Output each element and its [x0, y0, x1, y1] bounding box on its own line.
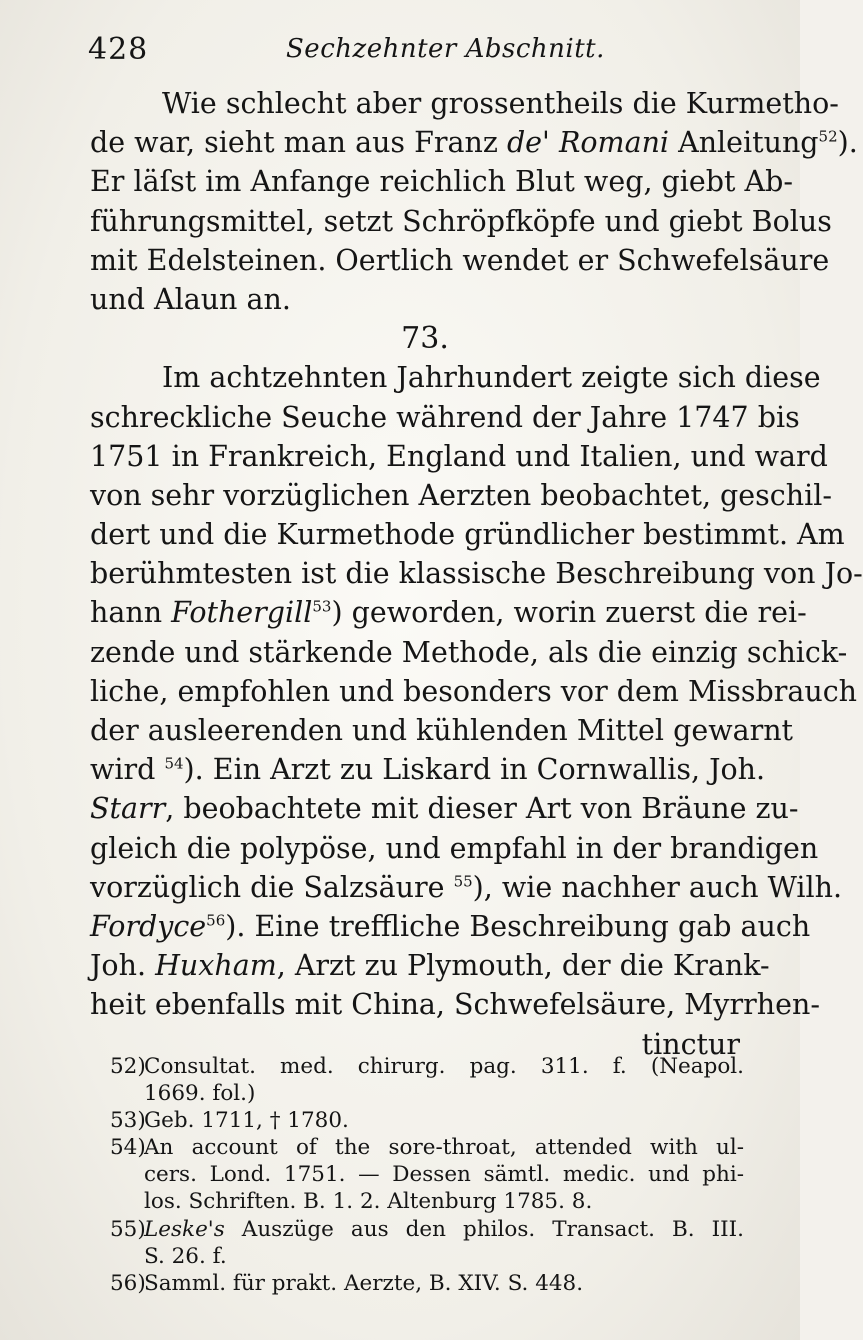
text-line: gleich die polypöse, und empfahl in der brandigen — [90, 831, 819, 865]
footnote-ref: 55 — [453, 872, 473, 891]
text-run: ). Ein Arzt zu Liskard in Cornwallis, Joh. — [183, 753, 766, 787]
text-line: 1751 in Frankreich, England und Italien, und ward — [90, 439, 828, 473]
footnote-53 — [110, 1107, 744, 1134]
text-run: ). — [837, 126, 858, 160]
text-line: und Alaun an. — [90, 282, 291, 316]
text-run: , beobachtete mit dieser Art von Bräune zu- — [165, 792, 799, 826]
text-line: schreckliche Seuche während der Jahre 1747 bis — [90, 400, 800, 434]
footnote-line: los. Schriften. B. 1. 2. Altenburg 1785. 8. — [144, 1189, 593, 1215]
author-name: de' Romani — [506, 126, 670, 160]
footnote-line: S. 26. f. — [144, 1243, 227, 1269]
footnote-line: cers. Lond. 1751. — Dessen sämtl. medic. und phi- — [144, 1162, 744, 1188]
text-line: von sehr vorzüglichen Aerzten beobachtet, geschil- — [90, 478, 832, 512]
section-number: 73. — [401, 321, 449, 357]
author-name: Huxham — [155, 949, 277, 983]
text-run: de war, sieht man aus Franz — [90, 126, 507, 160]
footnote-number: 56) — [110, 1270, 146, 1296]
text-run: ), wie nachher auch Wilh. — [472, 870, 843, 904]
author-name: Starr — [90, 792, 166, 826]
text-line — [90, 123, 858, 162]
text-line: der ausleerenden und kühlenden Mittel gewarnt — [90, 714, 794, 747]
text-line: Im achtzehnten Jahrhundert zeigte sich diese — [162, 361, 821, 395]
text-line — [90, 907, 811, 946]
text-line — [90, 593, 807, 632]
footnote-number: 55) — [110, 1216, 146, 1242]
footnote-55 — [110, 1216, 744, 1243]
footnote-number: 52) — [110, 1054, 146, 1079]
text-line — [90, 868, 843, 907]
footnote-52 — [110, 1053, 744, 1080]
page-header — [88, 30, 748, 70]
author-name: Fordyce — [90, 909, 207, 943]
footnote-54 — [110, 1134, 744, 1161]
author-name: Leske's — [144, 1216, 225, 1242]
text-run: ) geworden, worin zuerst die rei- — [331, 596, 807, 630]
footnote-line: 1669. fol.) — [144, 1081, 256, 1107]
footnote-number: 53) — [110, 1108, 146, 1134]
text-line: liche, empfohlen und besonders vor dem Missbrauch — [90, 674, 858, 708]
text-line: heit ebenfalls mit China, Schwefelsäure, Myrrhen- — [90, 988, 820, 1022]
running-head: Sechzehnter Abschnitt. — [286, 34, 605, 64]
text-line: mit Edelsteinen. Oertlich wendet er Schwefelsäure — [90, 243, 830, 277]
footnote-ref: 52 — [818, 127, 838, 146]
footnote-text: An account of the sore-throat, attended with ul- — [144, 1135, 744, 1161]
body-text — [90, 84, 863, 1064]
footnote-ref: 53 — [312, 597, 332, 616]
footnotes — [110, 1053, 744, 1297]
catchword: tinctur — [641, 1027, 740, 1061]
text-line — [90, 946, 770, 985]
footnote-text: Geb. 1711, † 1780. — [144, 1108, 349, 1134]
text-run: , Arzt zu Plymouth, der die Krank- — [276, 949, 770, 983]
text-run: ). Eine treffliche Beschreibung gab auch — [225, 909, 811, 943]
text-run: Joh. — [90, 949, 156, 983]
page-number: 428 — [88, 32, 149, 67]
footnote-ref: 56 — [206, 911, 226, 930]
footnote-text: Samml. für prakt. Aerzte, B. XIV. S. 448. — [144, 1270, 584, 1296]
footnote-56 — [110, 1270, 744, 1297]
text-line: Er läſst im Anfange reichlich Blut weg, giebt Ab- — [90, 165, 793, 199]
text-line: Wie schlecht aber grossentheils die Kurmetho- — [162, 87, 839, 120]
text-line: berühmtesten ist die klassische Beschreibung von Jo- — [90, 557, 863, 591]
text-line — [90, 750, 766, 789]
text-run: vorzüglich die Salzsäure — [90, 870, 454, 904]
author-name: Fothergill — [171, 596, 313, 630]
footnote-text: Auszüge aus den philos. Transact. B. III. — [224, 1216, 744, 1242]
text-line — [90, 789, 799, 828]
text-line: zende und stärkende Methode, als die einzig schick- — [90, 635, 848, 669]
text-line: führungsmittel, setzt Schröpfköpfe und giebt Bolus — [90, 204, 832, 238]
footnote-text: Consultat. med. chirurg. pag. 311. f. (Neapol. — [144, 1054, 744, 1079]
text-run: hann — [90, 596, 172, 630]
text-run: Anleitung — [669, 126, 819, 160]
footnote-number: 54) — [110, 1135, 146, 1161]
text-line: dert und die Kurmethode gründlicher bestimmt. Am — [90, 518, 845, 552]
footnote-ref: 54 — [164, 754, 184, 773]
text-run: wird — [90, 753, 165, 787]
